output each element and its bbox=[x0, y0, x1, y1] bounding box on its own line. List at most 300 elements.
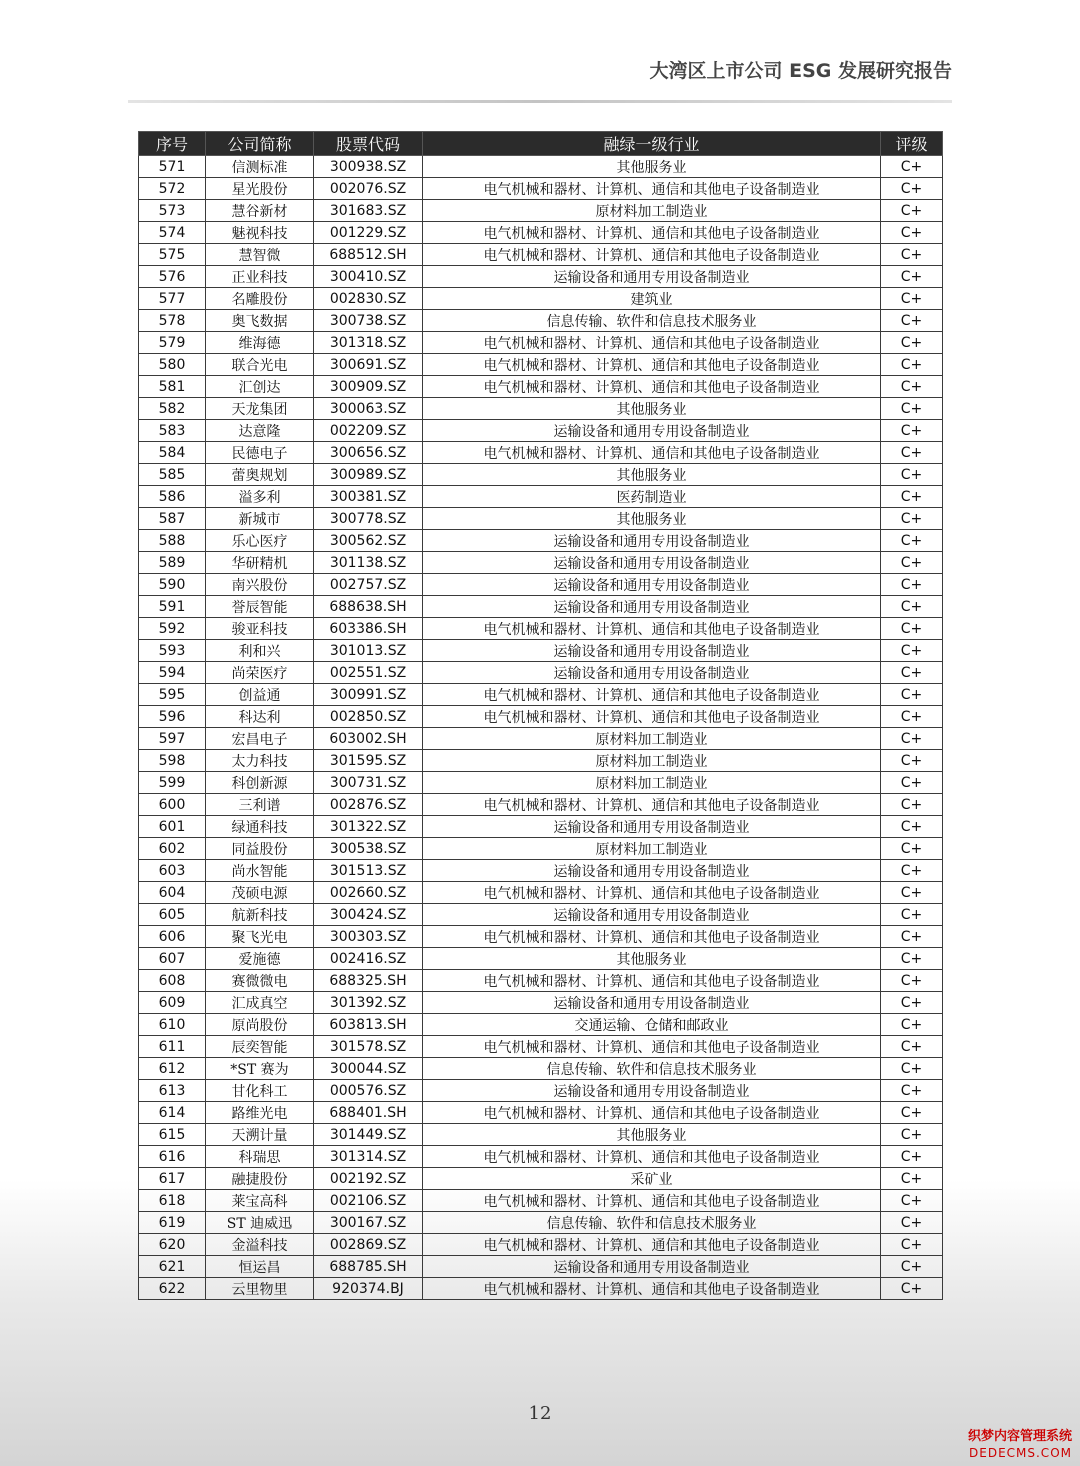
row-number-cell: 606 bbox=[139, 926, 206, 948]
rating-cell: C+ bbox=[881, 244, 943, 266]
industry-cell: 电气机械和器材、计算机、通信和其他电子设备制造业 bbox=[423, 1146, 881, 1168]
rating-cell: C+ bbox=[881, 222, 943, 244]
industry-cell: 运输设备和通用专用设备制造业 bbox=[423, 530, 881, 552]
stock-code-cell: 300063.SZ bbox=[314, 398, 423, 420]
row-number-cell: 576 bbox=[139, 266, 206, 288]
table-row bbox=[139, 1014, 943, 1036]
rating-cell: C+ bbox=[881, 618, 943, 640]
company-name-cell: ST 迪威迅 bbox=[206, 1212, 314, 1234]
watermark-text-cn: 织梦内容管理系统 bbox=[967, 1429, 1072, 1444]
rating-cell: C+ bbox=[881, 728, 943, 750]
industry-cell: 电气机械和器材、计算机、通信和其他电子设备制造业 bbox=[423, 376, 881, 398]
stock-code-cell: 300538.SZ bbox=[314, 838, 423, 860]
industry-cell: 电气机械和器材、计算机、通信和其他电子设备制造业 bbox=[423, 794, 881, 816]
company-name-cell: 溢多利 bbox=[206, 486, 314, 508]
stock-code-cell: 300044.SZ bbox=[314, 1058, 423, 1080]
row-number-cell: 598 bbox=[139, 750, 206, 772]
table-row bbox=[139, 640, 943, 662]
rating-cell: C+ bbox=[881, 486, 943, 508]
table-row bbox=[139, 266, 943, 288]
industry-cell: 电气机械和器材、计算机、通信和其他电子设备制造业 bbox=[423, 1278, 881, 1300]
page-number: 12 bbox=[528, 1403, 552, 1424]
stock-code-cell: 603386.SH bbox=[314, 618, 423, 640]
rating-cell: C+ bbox=[881, 200, 943, 222]
rating-cell: C+ bbox=[881, 1146, 943, 1168]
table-row bbox=[139, 1212, 943, 1234]
column-header-company: 公司简称 bbox=[206, 132, 314, 156]
stock-code-cell: 002209.SZ bbox=[314, 420, 423, 442]
company-name-cell: 云里物里 bbox=[206, 1278, 314, 1300]
stock-code-cell: 688512.SH bbox=[314, 244, 423, 266]
company-name-cell: 慧谷新材 bbox=[206, 200, 314, 222]
table-row bbox=[139, 860, 943, 882]
company-name-cell: 赛微微电 bbox=[206, 970, 314, 992]
row-number-cell: 587 bbox=[139, 508, 206, 530]
row-number-cell: 617 bbox=[139, 1168, 206, 1190]
table-row bbox=[139, 706, 943, 728]
table-row bbox=[139, 332, 943, 354]
row-number-cell: 574 bbox=[139, 222, 206, 244]
table-row bbox=[139, 970, 943, 992]
table-row bbox=[139, 728, 943, 750]
rating-cell: C+ bbox=[881, 860, 943, 882]
row-number-cell: 619 bbox=[139, 1212, 206, 1234]
company-name-cell: 誉辰智能 bbox=[206, 596, 314, 618]
company-name-cell: 骏亚科技 bbox=[206, 618, 314, 640]
industry-cell: 信息传输、软件和信息技术服务业 bbox=[423, 1212, 881, 1234]
industry-cell: 电气机械和器材、计算机、通信和其他电子设备制造业 bbox=[423, 354, 881, 376]
rating-cell: C+ bbox=[881, 1278, 943, 1300]
company-name-cell: 航新科技 bbox=[206, 904, 314, 926]
company-name-cell: 三利谱 bbox=[206, 794, 314, 816]
table-row bbox=[139, 178, 943, 200]
row-number-cell: 585 bbox=[139, 464, 206, 486]
row-number-cell: 600 bbox=[139, 794, 206, 816]
company-name-cell: 维海德 bbox=[206, 332, 314, 354]
stock-code-cell: 301513.SZ bbox=[314, 860, 423, 882]
stock-code-cell: 300424.SZ bbox=[314, 904, 423, 926]
watermark-text-en: DEDECMS.COM bbox=[969, 1446, 1072, 1460]
rating-cell: C+ bbox=[881, 1058, 943, 1080]
company-name-cell: 南兴股份 bbox=[206, 574, 314, 596]
row-number-cell: 605 bbox=[139, 904, 206, 926]
table-row bbox=[139, 486, 943, 508]
company-name-cell: 乐心医疗 bbox=[206, 530, 314, 552]
row-number-cell: 609 bbox=[139, 992, 206, 1014]
row-number-cell: 599 bbox=[139, 772, 206, 794]
table-row bbox=[139, 420, 943, 442]
stock-code-cell: 301449.SZ bbox=[314, 1124, 423, 1146]
stock-code-cell: 300738.SZ bbox=[314, 310, 423, 332]
stock-code-cell: 300562.SZ bbox=[314, 530, 423, 552]
rating-cell: C+ bbox=[881, 970, 943, 992]
industry-cell: 电气机械和器材、计算机、通信和其他电子设备制造业 bbox=[423, 332, 881, 354]
industry-cell: 运输设备和通用专用设备制造业 bbox=[423, 640, 881, 662]
industry-cell: 电气机械和器材、计算机、通信和其他电子设备制造业 bbox=[423, 178, 881, 200]
table-header-row bbox=[139, 132, 943, 156]
industry-cell: 原材料加工制造业 bbox=[423, 838, 881, 860]
table-row bbox=[139, 574, 943, 596]
rating-cell: C+ bbox=[881, 376, 943, 398]
company-name-cell: 民德电子 bbox=[206, 442, 314, 464]
stock-code-cell: 001229.SZ bbox=[314, 222, 423, 244]
industry-cell: 电气机械和器材、计算机、通信和其他电子设备制造业 bbox=[423, 706, 881, 728]
company-name-cell: 融捷股份 bbox=[206, 1168, 314, 1190]
rating-cell: C+ bbox=[881, 464, 943, 486]
table-row bbox=[139, 508, 943, 530]
table-row bbox=[139, 1234, 943, 1256]
industry-cell: 其他服务业 bbox=[423, 948, 881, 970]
rating-cell: C+ bbox=[881, 882, 943, 904]
industry-cell: 电气机械和器材、计算机、通信和其他电子设备制造业 bbox=[423, 442, 881, 464]
stock-code-cell: 301138.SZ bbox=[314, 552, 423, 574]
table-row bbox=[139, 1146, 943, 1168]
industry-cell: 运输设备和通用专用设备制造业 bbox=[423, 1080, 881, 1102]
industry-cell: 其他服务业 bbox=[423, 464, 881, 486]
rating-cell: C+ bbox=[881, 178, 943, 200]
rating-cell: C+ bbox=[881, 684, 943, 706]
industry-cell: 运输设备和通用专用设备制造业 bbox=[423, 992, 881, 1014]
table-row bbox=[139, 354, 943, 376]
industry-cell: 电气机械和器材、计算机、通信和其他电子设备制造业 bbox=[423, 926, 881, 948]
company-name-cell: 茂硕电源 bbox=[206, 882, 314, 904]
rating-cell: C+ bbox=[881, 354, 943, 376]
table-row bbox=[139, 222, 943, 244]
company-name-cell: 信测标准 bbox=[206, 156, 314, 178]
stock-code-cell: 300410.SZ bbox=[314, 266, 423, 288]
company-name-cell: 汇创达 bbox=[206, 376, 314, 398]
stock-code-cell: 002076.SZ bbox=[314, 178, 423, 200]
row-number-cell: 582 bbox=[139, 398, 206, 420]
stock-code-cell: 688785.SH bbox=[314, 1256, 423, 1278]
company-name-cell: 科达利 bbox=[206, 706, 314, 728]
row-number-cell: 583 bbox=[139, 420, 206, 442]
rating-cell: C+ bbox=[881, 1080, 943, 1102]
table-row bbox=[139, 1080, 943, 1102]
stock-code-cell: 688401.SH bbox=[314, 1102, 423, 1124]
industry-cell: 电气机械和器材、计算机、通信和其他电子设备制造业 bbox=[423, 970, 881, 992]
industry-cell: 运输设备和通用专用设备制造业 bbox=[423, 266, 881, 288]
company-name-cell: 同益股份 bbox=[206, 838, 314, 860]
rating-cell: C+ bbox=[881, 1102, 943, 1124]
company-name-cell: 魅视科技 bbox=[206, 222, 314, 244]
table-row bbox=[139, 1168, 943, 1190]
rating-cell: C+ bbox=[881, 904, 943, 926]
stock-code-cell: 002830.SZ bbox=[314, 288, 423, 310]
column-header-number: 序号 bbox=[139, 132, 206, 156]
industry-cell: 医药制造业 bbox=[423, 486, 881, 508]
industry-cell: 运输设备和通用专用设备制造业 bbox=[423, 662, 881, 684]
stock-code-cell: 301595.SZ bbox=[314, 750, 423, 772]
rating-cell: C+ bbox=[881, 926, 943, 948]
stock-code-cell: 300303.SZ bbox=[314, 926, 423, 948]
stock-code-cell: 300909.SZ bbox=[314, 376, 423, 398]
table-row bbox=[139, 530, 943, 552]
stock-code-cell: 301392.SZ bbox=[314, 992, 423, 1014]
stock-code-cell: 002660.SZ bbox=[314, 882, 423, 904]
row-number-cell: 615 bbox=[139, 1124, 206, 1146]
stock-code-cell: 002192.SZ bbox=[314, 1168, 423, 1190]
industry-cell: 运输设备和通用专用设备制造业 bbox=[423, 1256, 881, 1278]
table-row bbox=[139, 398, 943, 420]
company-name-cell: 名雕股份 bbox=[206, 288, 314, 310]
table-row bbox=[139, 750, 943, 772]
industry-cell: 运输设备和通用专用设备制造业 bbox=[423, 420, 881, 442]
industry-cell: 电气机械和器材、计算机、通信和其他电子设备制造业 bbox=[423, 882, 881, 904]
row-number-cell: 603 bbox=[139, 860, 206, 882]
row-number-cell: 614 bbox=[139, 1102, 206, 1124]
company-name-cell: 天龙集团 bbox=[206, 398, 314, 420]
column-header-industry: 融绿一级行业 bbox=[423, 132, 881, 156]
table-row bbox=[139, 904, 943, 926]
column-header-rating: 评级 bbox=[881, 132, 943, 156]
rating-cell: C+ bbox=[881, 266, 943, 288]
rating-cell: C+ bbox=[881, 1190, 943, 1212]
table-row bbox=[139, 948, 943, 970]
row-number-cell: 575 bbox=[139, 244, 206, 266]
stock-code-cell: 002869.SZ bbox=[314, 1234, 423, 1256]
esg-rating-table bbox=[138, 131, 943, 1300]
company-name-cell: 汇成真空 bbox=[206, 992, 314, 1014]
stock-code-cell: 301314.SZ bbox=[314, 1146, 423, 1168]
stock-code-cell: 920374.BJ bbox=[314, 1278, 423, 1300]
row-number-cell: 579 bbox=[139, 332, 206, 354]
row-number-cell: 604 bbox=[139, 882, 206, 904]
table-row bbox=[139, 156, 943, 178]
row-number-cell: 577 bbox=[139, 288, 206, 310]
company-name-cell: 科瑞思 bbox=[206, 1146, 314, 1168]
industry-cell: 信息传输、软件和信息技术服务业 bbox=[423, 310, 881, 332]
company-name-cell: 奥飞数据 bbox=[206, 310, 314, 332]
industry-cell: 原材料加工制造业 bbox=[423, 772, 881, 794]
row-number-cell: 618 bbox=[139, 1190, 206, 1212]
rating-cell: C+ bbox=[881, 640, 943, 662]
rating-cell: C+ bbox=[881, 772, 943, 794]
company-name-cell: 蕾奥规划 bbox=[206, 464, 314, 486]
company-name-cell: 恒运昌 bbox=[206, 1256, 314, 1278]
rating-cell: C+ bbox=[881, 1124, 943, 1146]
stock-code-cell: 300731.SZ bbox=[314, 772, 423, 794]
industry-cell: 原材料加工制造业 bbox=[423, 200, 881, 222]
company-name-cell: 路维光电 bbox=[206, 1102, 314, 1124]
industry-cell: 电气机械和器材、计算机、通信和其他电子设备制造业 bbox=[423, 1234, 881, 1256]
table-body bbox=[139, 156, 943, 1300]
industry-cell: 原材料加工制造业 bbox=[423, 728, 881, 750]
table-row bbox=[139, 794, 943, 816]
rating-cell: C+ bbox=[881, 552, 943, 574]
column-header-stock-code: 股票代码 bbox=[314, 132, 423, 156]
table-row bbox=[139, 310, 943, 332]
row-number-cell: 608 bbox=[139, 970, 206, 992]
industry-cell: 电气机械和器材、计算机、通信和其他电子设备制造业 bbox=[423, 222, 881, 244]
stock-code-cell: 301013.SZ bbox=[314, 640, 423, 662]
row-number-cell: 602 bbox=[139, 838, 206, 860]
row-number-cell: 573 bbox=[139, 200, 206, 222]
row-number-cell: 578 bbox=[139, 310, 206, 332]
company-name-cell: 天溯计量 bbox=[206, 1124, 314, 1146]
table-row bbox=[139, 1124, 943, 1146]
table-row bbox=[139, 684, 943, 706]
row-number-cell: 580 bbox=[139, 354, 206, 376]
rating-cell: C+ bbox=[881, 794, 943, 816]
industry-cell: 运输设备和通用专用设备制造业 bbox=[423, 904, 881, 926]
rating-cell: C+ bbox=[881, 662, 943, 684]
company-name-cell: 聚飞光电 bbox=[206, 926, 314, 948]
rating-cell: C+ bbox=[881, 596, 943, 618]
watermark-logo bbox=[968, 1428, 1072, 1462]
row-number-cell: 581 bbox=[139, 376, 206, 398]
row-number-cell: 620 bbox=[139, 1234, 206, 1256]
rating-cell: C+ bbox=[881, 750, 943, 772]
rating-cell: C+ bbox=[881, 1234, 943, 1256]
industry-cell: 建筑业 bbox=[423, 288, 881, 310]
table-row bbox=[139, 1256, 943, 1278]
row-number-cell: 607 bbox=[139, 948, 206, 970]
rating-cell: C+ bbox=[881, 992, 943, 1014]
company-name-cell: 莱宝高科 bbox=[206, 1190, 314, 1212]
row-number-cell: 586 bbox=[139, 486, 206, 508]
table-row bbox=[139, 1058, 943, 1080]
stock-code-cell: 002757.SZ bbox=[314, 574, 423, 596]
table-row bbox=[139, 1190, 943, 1212]
rating-cell: C+ bbox=[881, 838, 943, 860]
industry-cell: 信息传输、软件和信息技术服务业 bbox=[423, 1058, 881, 1080]
row-number-cell: 595 bbox=[139, 684, 206, 706]
industry-cell: 电气机械和器材、计算机、通信和其他电子设备制造业 bbox=[423, 1190, 881, 1212]
stock-code-cell: 002416.SZ bbox=[314, 948, 423, 970]
company-name-cell: 原尚股份 bbox=[206, 1014, 314, 1036]
header-divider bbox=[128, 100, 952, 103]
report-header-title: 大湾区上市公司 ESG 发展研究报告 bbox=[649, 60, 952, 82]
company-name-cell: 新城市 bbox=[206, 508, 314, 530]
row-number-cell: 590 bbox=[139, 574, 206, 596]
stock-code-cell: 002850.SZ bbox=[314, 706, 423, 728]
row-number-cell: 612 bbox=[139, 1058, 206, 1080]
row-number-cell: 572 bbox=[139, 178, 206, 200]
industry-cell: 原材料加工制造业 bbox=[423, 750, 881, 772]
table-row bbox=[139, 772, 943, 794]
rating-cell: C+ bbox=[881, 530, 943, 552]
row-number-cell: 616 bbox=[139, 1146, 206, 1168]
stock-code-cell: 603002.SH bbox=[314, 728, 423, 750]
table-row bbox=[139, 838, 943, 860]
table-row bbox=[139, 244, 943, 266]
rating-cell: C+ bbox=[881, 948, 943, 970]
company-name-cell: 创益通 bbox=[206, 684, 314, 706]
industry-cell: 电气机械和器材、计算机、通信和其他电子设备制造业 bbox=[423, 1036, 881, 1058]
rating-cell: C+ bbox=[881, 1014, 943, 1036]
industry-cell: 运输设备和通用专用设备制造业 bbox=[423, 596, 881, 618]
row-number-cell: 591 bbox=[139, 596, 206, 618]
table-row bbox=[139, 992, 943, 1014]
company-name-cell: 尚荣医疗 bbox=[206, 662, 314, 684]
company-name-cell: 辰奕智能 bbox=[206, 1036, 314, 1058]
table-row bbox=[139, 662, 943, 684]
table-row bbox=[139, 200, 943, 222]
industry-cell: 其他服务业 bbox=[423, 1124, 881, 1146]
company-name-cell: 绿通科技 bbox=[206, 816, 314, 838]
company-name-cell: 太力科技 bbox=[206, 750, 314, 772]
company-name-cell: 慧智微 bbox=[206, 244, 314, 266]
industry-cell: 电气机械和器材、计算机、通信和其他电子设备制造业 bbox=[423, 618, 881, 640]
stock-code-cell: 300989.SZ bbox=[314, 464, 423, 486]
company-name-cell: 华研精机 bbox=[206, 552, 314, 574]
rating-cell: C+ bbox=[881, 1212, 943, 1234]
company-name-cell: 尚水智能 bbox=[206, 860, 314, 882]
company-name-cell: 科创新源 bbox=[206, 772, 314, 794]
industry-cell: 其他服务业 bbox=[423, 508, 881, 530]
company-name-cell: 正业科技 bbox=[206, 266, 314, 288]
industry-cell: 运输设备和通用专用设备制造业 bbox=[423, 860, 881, 882]
row-number-cell: 571 bbox=[139, 156, 206, 178]
stock-code-cell: 603813.SH bbox=[314, 1014, 423, 1036]
company-name-cell: 利和兴 bbox=[206, 640, 314, 662]
rating-cell: C+ bbox=[881, 508, 943, 530]
stock-code-cell: 688638.SH bbox=[314, 596, 423, 618]
row-number-cell: 589 bbox=[139, 552, 206, 574]
stock-code-cell: 301318.SZ bbox=[314, 332, 423, 354]
table-row bbox=[139, 1278, 943, 1300]
stock-code-cell: 300381.SZ bbox=[314, 486, 423, 508]
rating-cell: C+ bbox=[881, 398, 943, 420]
stock-code-cell: 301578.SZ bbox=[314, 1036, 423, 1058]
row-number-cell: 601 bbox=[139, 816, 206, 838]
row-number-cell: 621 bbox=[139, 1256, 206, 1278]
table-row bbox=[139, 288, 943, 310]
table-row bbox=[139, 376, 943, 398]
row-number-cell: 596 bbox=[139, 706, 206, 728]
industry-cell: 采矿业 bbox=[423, 1168, 881, 1190]
industry-cell: 运输设备和通用专用设备制造业 bbox=[423, 574, 881, 596]
rating-cell: C+ bbox=[881, 1168, 943, 1190]
rating-cell: C+ bbox=[881, 1256, 943, 1278]
rating-cell: C+ bbox=[881, 706, 943, 728]
row-number-cell: 584 bbox=[139, 442, 206, 464]
industry-cell: 其他服务业 bbox=[423, 398, 881, 420]
rating-cell: C+ bbox=[881, 288, 943, 310]
table-row bbox=[139, 596, 943, 618]
row-number-cell: 592 bbox=[139, 618, 206, 640]
table-row bbox=[139, 618, 943, 640]
table-row bbox=[139, 442, 943, 464]
table-row bbox=[139, 816, 943, 838]
industry-cell: 交通运输、仓储和邮政业 bbox=[423, 1014, 881, 1036]
row-number-cell: 610 bbox=[139, 1014, 206, 1036]
row-number-cell: 611 bbox=[139, 1036, 206, 1058]
table-row bbox=[139, 464, 943, 486]
rating-cell: C+ bbox=[881, 156, 943, 178]
rating-cell: C+ bbox=[881, 1036, 943, 1058]
rating-cell: C+ bbox=[881, 442, 943, 464]
company-name-cell: 宏昌电子 bbox=[206, 728, 314, 750]
stock-code-cell: 300938.SZ bbox=[314, 156, 423, 178]
stock-code-cell: 300778.SZ bbox=[314, 508, 423, 530]
stock-code-cell: 300167.SZ bbox=[314, 1212, 423, 1234]
industry-cell: 电气机械和器材、计算机、通信和其他电子设备制造业 bbox=[423, 244, 881, 266]
row-number-cell: 588 bbox=[139, 530, 206, 552]
company-name-cell: 达意隆 bbox=[206, 420, 314, 442]
industry-cell: 电气机械和器材、计算机、通信和其他电子设备制造业 bbox=[423, 1102, 881, 1124]
table-row bbox=[139, 1036, 943, 1058]
stock-code-cell: 688325.SH bbox=[314, 970, 423, 992]
stock-code-cell: 301322.SZ bbox=[314, 816, 423, 838]
industry-cell: 运输设备和通用专用设备制造业 bbox=[423, 816, 881, 838]
table-row bbox=[139, 926, 943, 948]
row-number-cell: 622 bbox=[139, 1278, 206, 1300]
stock-code-cell: 002106.SZ bbox=[314, 1190, 423, 1212]
stock-code-cell: 300991.SZ bbox=[314, 684, 423, 706]
rating-cell: C+ bbox=[881, 420, 943, 442]
